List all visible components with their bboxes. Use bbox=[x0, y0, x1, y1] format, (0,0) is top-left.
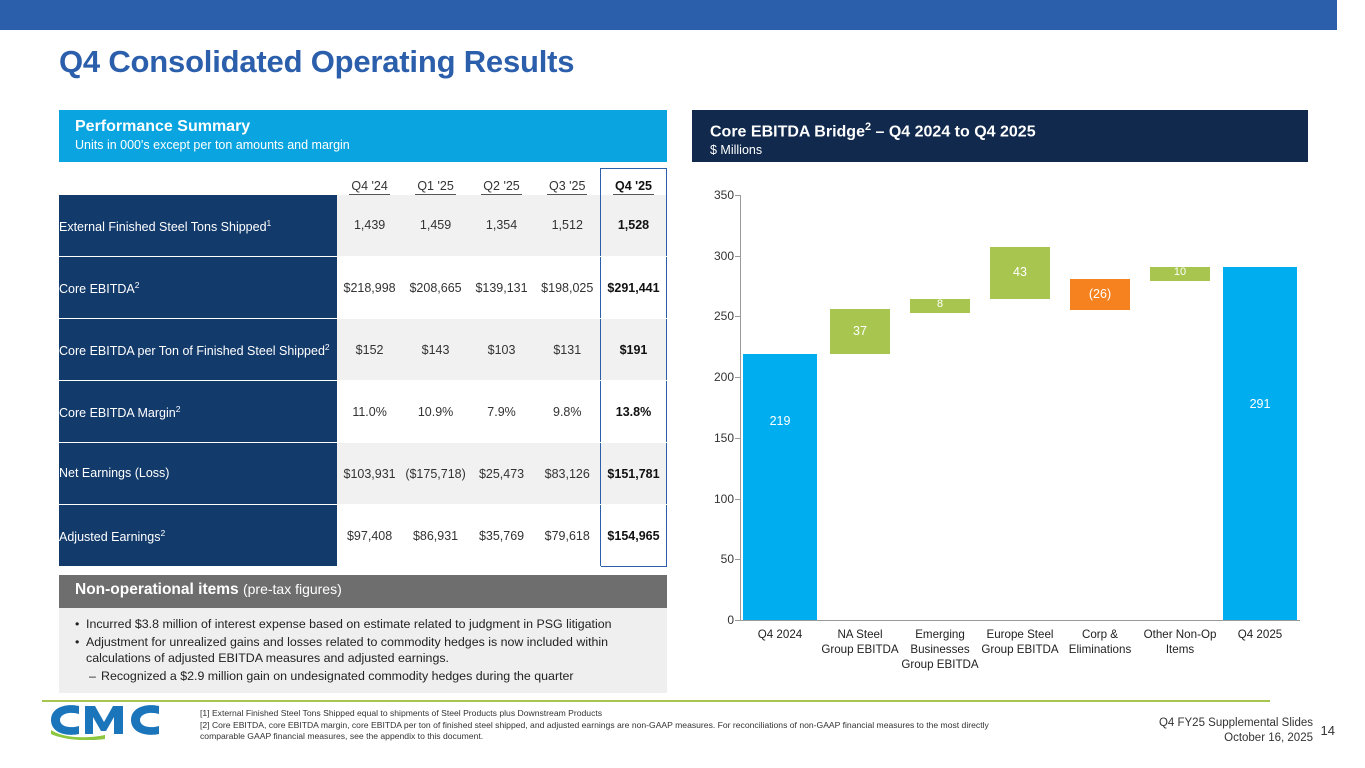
y-axis-tick-mark bbox=[735, 195, 740, 196]
y-axis-ticks bbox=[692, 188, 734, 627]
bridge-chart bbox=[692, 175, 1308, 675]
cell-value: 1,439 bbox=[337, 195, 403, 257]
chart-bar bbox=[1223, 267, 1297, 620]
y-axis-tick-label: 50 bbox=[720, 552, 734, 567]
non-operational-title: Non-operational items bbox=[75, 581, 239, 598]
cell-value: $97,408 bbox=[337, 505, 403, 567]
y-axis-tick-label: 0 bbox=[727, 613, 734, 627]
y-axis-tick-mark bbox=[735, 559, 740, 560]
y-axis-tick-mark bbox=[735, 256, 740, 257]
row-label-core-ebitda: Core EBITDA$^2$ bbox=[59, 257, 337, 319]
list-item: • Adjustment for unrealized gains and losses related to commodity hedges is now included within calculations of adjusted EBITDA measures and adjusted earnings. bbox=[73, 634, 653, 667]
cell-value: 9.8% bbox=[535, 381, 601, 443]
cell-value: 7.9% bbox=[469, 381, 535, 443]
top-accent-bar-notch bbox=[1337, 0, 1365, 30]
x-axis-label: Corp & Eliminations bbox=[1068, 628, 1132, 656]
chart-bar-label: 37 bbox=[853, 323, 867, 338]
row-label-core-ebitda-margin: Core EBITDA Margin$^2$ bbox=[59, 381, 337, 443]
footnote-1: [1] External Finished Steel Tons Shipped equal to shipments of Steel Products plus Downstream Products bbox=[200, 708, 603, 718]
y-axis-tick-mark bbox=[735, 377, 740, 378]
table-row bbox=[59, 443, 667, 505]
chart-bar-label: 219 bbox=[769, 414, 791, 429]
footer-divider bbox=[42, 700, 1270, 702]
cell-value: 10.9% bbox=[403, 381, 469, 443]
footer-date: October 16, 2025 bbox=[1224, 732, 1313, 744]
chart-bar bbox=[910, 299, 970, 313]
footer-deck-info bbox=[1083, 716, 1313, 746]
bridge-subtitle: $ Millions bbox=[710, 143, 763, 158]
cell-value: $143 bbox=[403, 319, 469, 381]
cell-value: $83,126 bbox=[535, 443, 601, 505]
table-row bbox=[59, 195, 667, 257]
list-item-sub: – Recognized a $2.9 million gain on undesignated commodity hedges during the quarter bbox=[73, 668, 653, 685]
y-axis-tick-label: 250 bbox=[713, 309, 734, 324]
table-row bbox=[59, 505, 667, 567]
x-axis-label: Q4 2025 bbox=[1237, 628, 1283, 641]
cell-value: 1,512 bbox=[535, 195, 601, 257]
chart-bar-label: (26) bbox=[1088, 286, 1112, 301]
table-header-blank bbox=[59, 169, 337, 195]
cell-value: 11.0% bbox=[337, 381, 403, 443]
cell-value: $139,131 bbox=[469, 257, 535, 319]
chart-bar bbox=[1150, 267, 1210, 281]
cell-value: $79,618 bbox=[535, 505, 601, 567]
chart-bar-label: 43 bbox=[1013, 265, 1027, 280]
bridge-header bbox=[692, 110, 1308, 162]
chart-bar bbox=[1070, 279, 1130, 311]
cell-value: $218,998 bbox=[337, 257, 403, 319]
chart-bar-label: 291 bbox=[1249, 396, 1271, 411]
cell-value: 1,354 bbox=[469, 195, 535, 257]
x-axis-labels bbox=[740, 627, 1300, 687]
table-row bbox=[59, 381, 667, 443]
cell-value: $103 bbox=[469, 319, 535, 381]
table-header-row bbox=[59, 169, 667, 195]
cell-value: $25,473 bbox=[469, 443, 535, 505]
non-operational-subtitle: (pre-tax figures) bbox=[242, 581, 342, 597]
chart-bar-label: 8 bbox=[936, 298, 944, 311]
cell-value: 1,459 bbox=[403, 195, 469, 257]
performance-summary-header bbox=[59, 110, 667, 162]
cell-value-current: $291,441 bbox=[600, 257, 666, 319]
top-accent-bar bbox=[0, 0, 1365, 30]
non-operational-header bbox=[59, 575, 667, 608]
y-axis-tick-label: 350 bbox=[713, 188, 734, 202]
y-axis-tick-label: 300 bbox=[713, 248, 734, 263]
bridge-title: Core EBITDA Bridge$^2$ – Q4 2024 to Q4 2025 bbox=[710, 121, 1036, 141]
chart-bar bbox=[743, 354, 817, 620]
row-label-external-tons: External Finished Steel Tons Shipped$^1$ bbox=[59, 195, 337, 257]
cell-value: $131 bbox=[535, 319, 601, 381]
chart-bar-label: 10 bbox=[1173, 265, 1187, 278]
page-number: 14 bbox=[1320, 723, 1335, 738]
x-axis-label: NA Steel Group EBITDA bbox=[821, 628, 899, 656]
cell-value-current: 1,528 bbox=[600, 195, 666, 257]
cell-value-current: $154,965 bbox=[600, 505, 666, 567]
cell-value: $103,931 bbox=[337, 443, 403, 505]
y-axis-tick-mark bbox=[735, 438, 740, 439]
y-axis-tick-mark bbox=[735, 316, 740, 317]
cell-value: $35,769 bbox=[469, 505, 535, 567]
cell-value: $152 bbox=[337, 319, 403, 381]
y-axis-tick-label: 150 bbox=[713, 430, 734, 445]
list-item: • Incurred $3.8 million of interest expense based on estimate related to judgment in PSG litigation bbox=[73, 616, 653, 633]
page-title: Q4 Consolidated Operating Results bbox=[59, 44, 575, 79]
table-header-q3-25: Q3 '25 bbox=[549, 178, 586, 193]
footer-deck-name: Q4 FY25 Supplemental Slides bbox=[1158, 717, 1313, 729]
table-header-q2-25: Q2 '25 bbox=[483, 178, 520, 193]
cell-value: ($175,718) bbox=[403, 443, 469, 505]
row-label-adjusted-earnings: Adjusted Earnings$^2$ bbox=[59, 505, 337, 567]
chart-bar bbox=[990, 247, 1050, 299]
non-operational-body bbox=[59, 608, 667, 693]
x-axis-label: Other Non-Op Items bbox=[1143, 628, 1217, 656]
table-header-q4-25: Q4 '25 bbox=[600, 169, 666, 195]
row-label-core-ebitda-per-ton: Core EBITDA per Ton of Finished Steel Shipped$^2$ bbox=[59, 319, 337, 381]
cell-value: $208,665 bbox=[403, 257, 469, 319]
performance-summary-subtitle: Units in 000's except per ton amounts and margin bbox=[75, 138, 350, 152]
table-header-q1-25: Q1 '25 bbox=[417, 178, 454, 193]
y-axis-tick-mark bbox=[735, 620, 740, 621]
cmc-logo bbox=[45, 700, 175, 740]
table-row bbox=[59, 319, 667, 381]
performance-summary-table bbox=[59, 168, 667, 567]
x-axis-label: Europe Steel Group EBITDA bbox=[981, 628, 1059, 656]
performance-summary-title: Performance Summary bbox=[75, 118, 251, 135]
footnote-2: [2] Core EBITDA, core EBITDA margin, core EBITDA per ton of finished steel shipped, and adjusted earnings are non-GAAP measures. For reconciliations of non-GAAP financial measures to the most directly comparable GAAP financial measures, see the appendix to this document. bbox=[200, 719, 989, 741]
row-label-net-earnings: Net Earnings (Loss) bbox=[59, 443, 337, 505]
table-row bbox=[59, 257, 667, 319]
footnotes bbox=[200, 708, 990, 743]
cell-value-current: $191 bbox=[600, 319, 666, 381]
y-axis-tick-label: 100 bbox=[713, 491, 734, 506]
chart-plot-area bbox=[740, 195, 1300, 620]
table-header-q4-24: Q4 '24 bbox=[351, 178, 388, 193]
chart-bar bbox=[830, 309, 890, 354]
x-axis-label: Emerging Businesses Group EBITDA bbox=[901, 628, 979, 671]
x-axis-line bbox=[740, 620, 1300, 621]
x-axis-label: Q4 2024 bbox=[757, 628, 803, 641]
cell-value: $198,025 bbox=[535, 257, 601, 319]
cell-value: $86,931 bbox=[403, 505, 469, 567]
cell-value-current: $151,781 bbox=[600, 443, 666, 505]
y-axis-tick-mark bbox=[735, 499, 740, 500]
cell-value-current: 13.8% bbox=[600, 381, 666, 443]
y-axis-tick-label: 200 bbox=[713, 370, 734, 385]
